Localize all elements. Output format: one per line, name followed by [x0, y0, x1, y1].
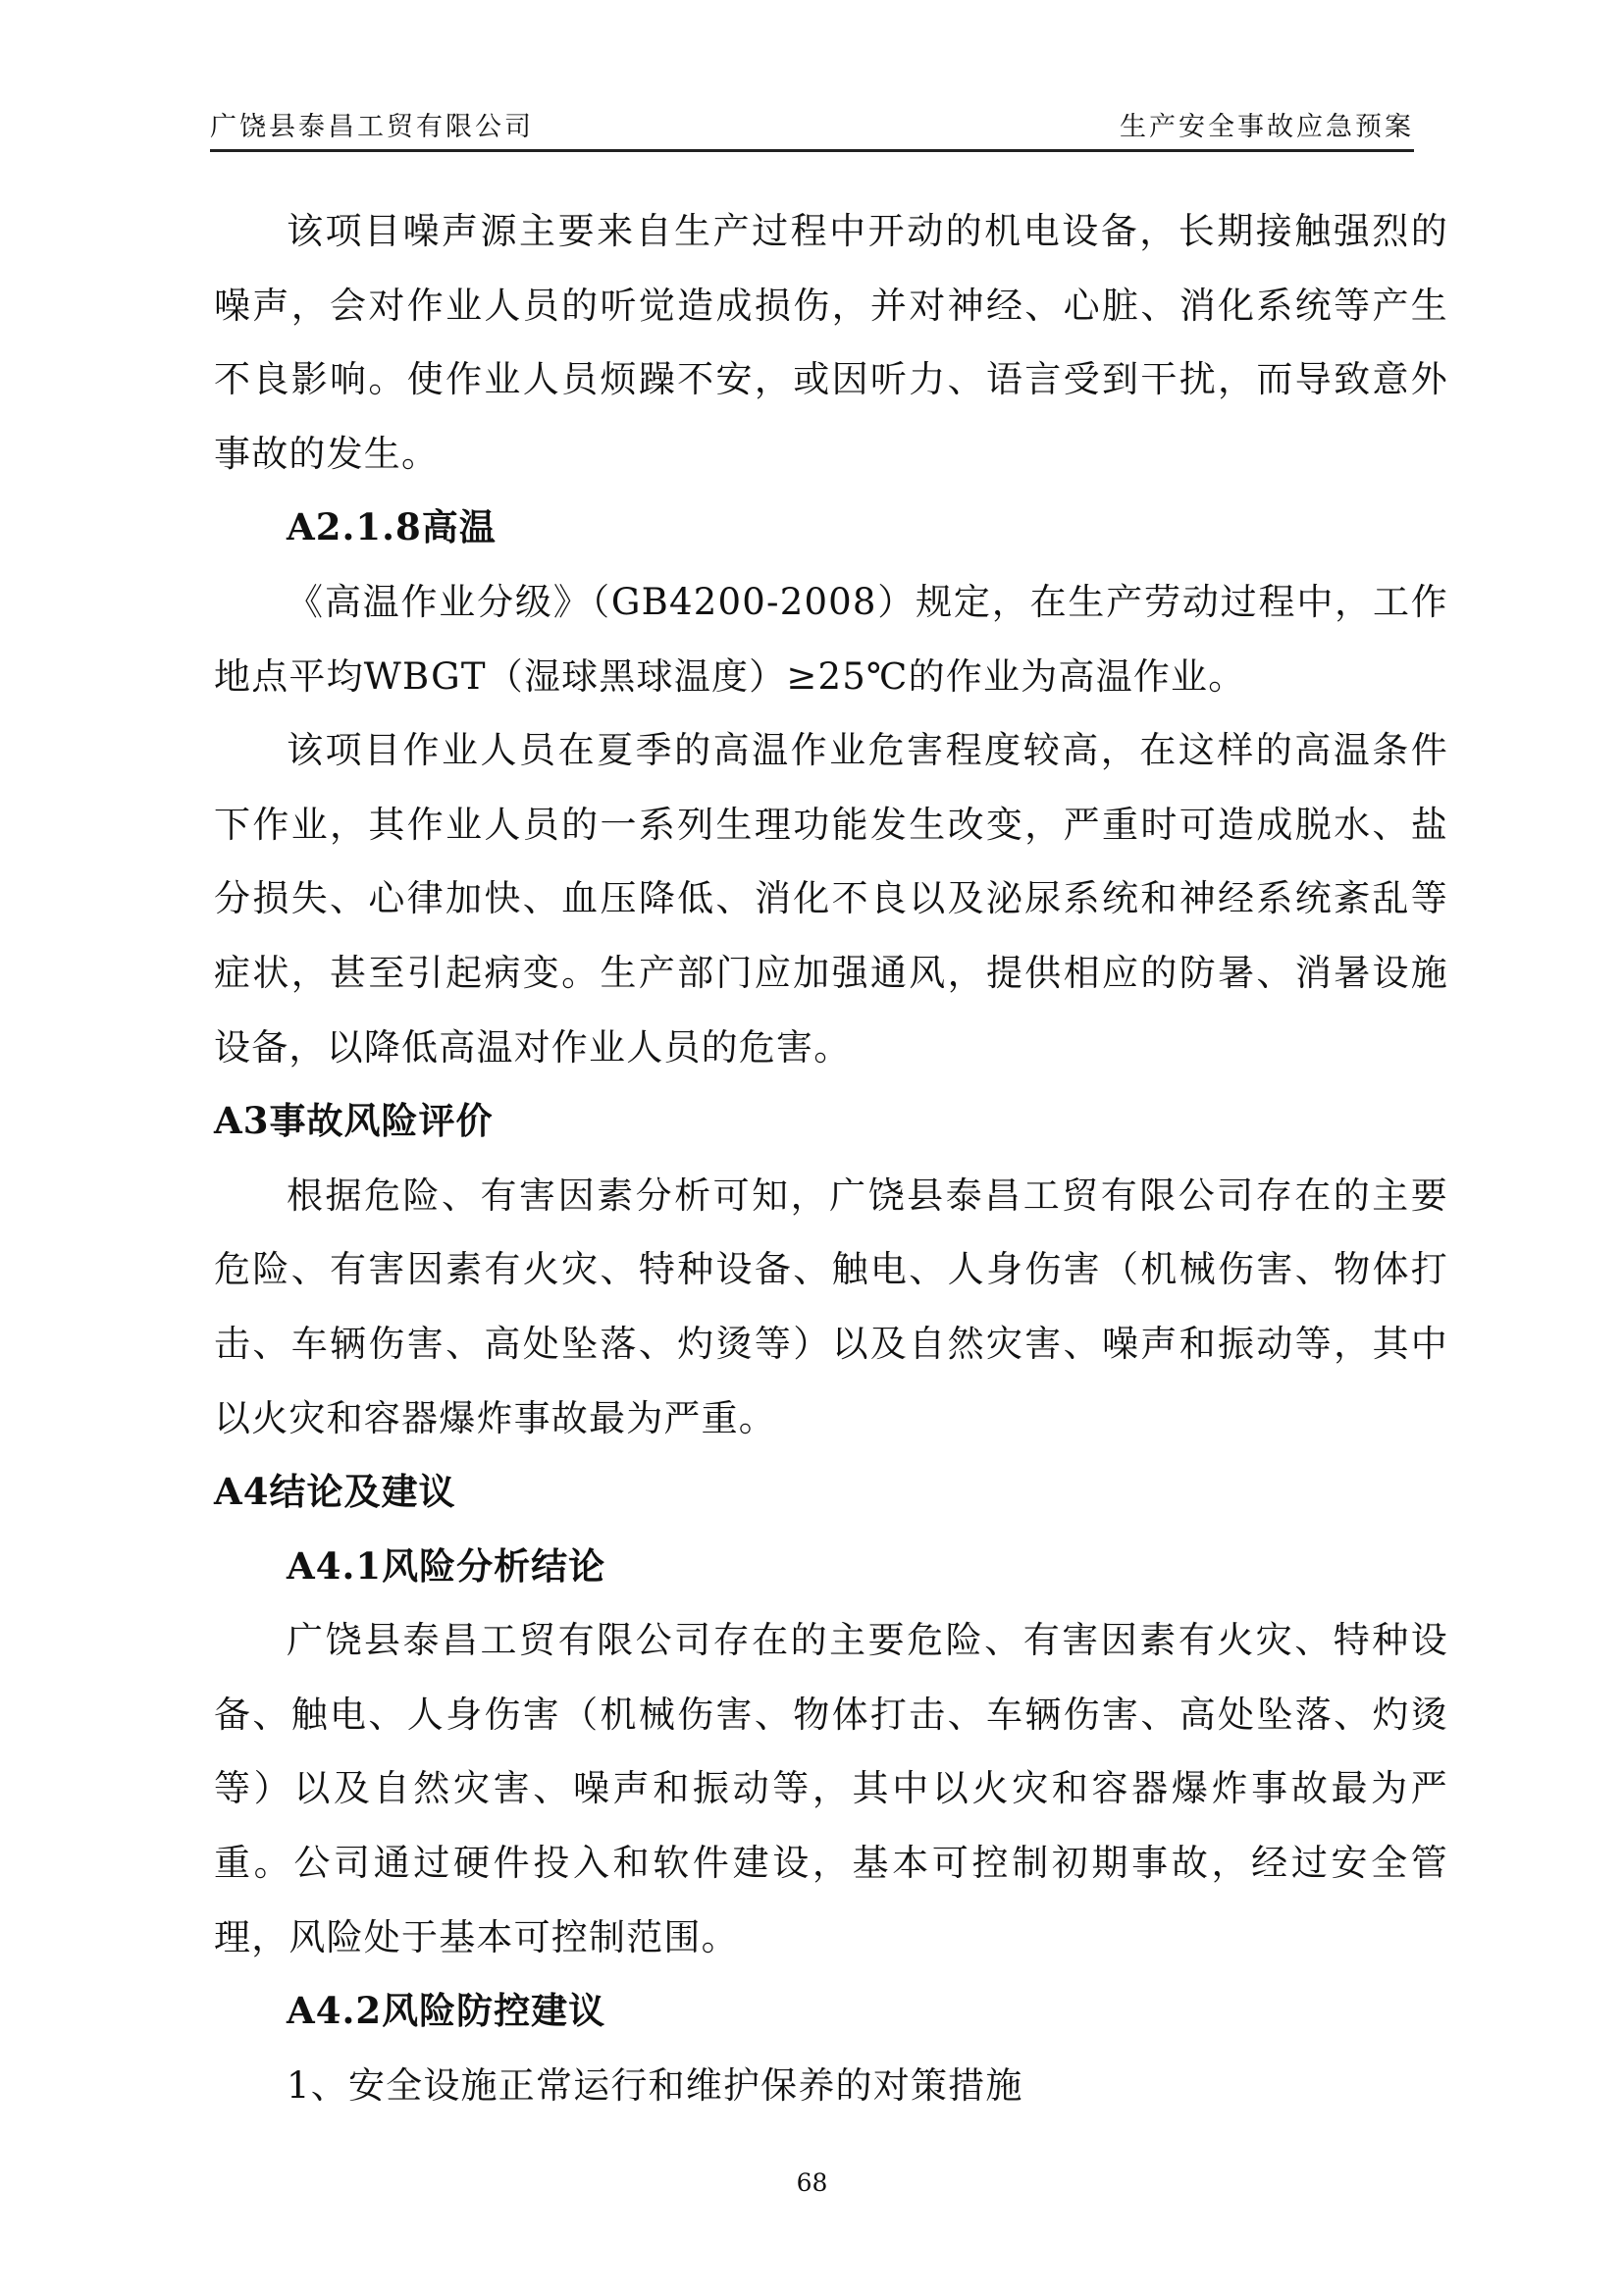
- paragraph-high-temp-hazard: 该项目作业人员在夏季的高温作业危害程度较高，在这样的高温条件下作业，其作业人员的一系列生理功能发生改变，严重时可造成脱水、盐分损失、心律加快、血压降低、消化不良以及泌尿系统和神经系统紊乱等症状，甚至引起病变。生产部门应加强通风，提供相应的防暑、消暑设施设备，以降低高温对作业人员的危害。: [214, 729, 1448, 1069]
- paragraph-risk-evaluation: 根据危险、有害因素分析可知，广饶县泰昌工贸有限公司存在的主要危险、有害因素有火灾、特种设备、触电、人身伤害（机械伤害、物体打击、车辆伤害、高处坠落、灼烫等）以及自然灾害、噪声和振动等，其中以火灾和容器爆炸事故最为严重。: [214, 1174, 1448, 1439]
- paragraph-measure-1: 1、安全设施正常运行和维护保养的对策措施: [287, 2063, 1023, 2107]
- heading-a4: A4结论及建议: [214, 1470, 456, 1514]
- heading-a2-1-8: A2.1.8高温: [287, 505, 497, 549]
- paragraph-risk-conclusion: 广饶县泰昌工贸有限公司存在的主要危险、有害因素有火灾、特种设备、触电、人身伤害（机械伤害、物体打击、车辆伤害、高处坠落、灼烫等）以及自然灾害、噪声和振动等，其中以火灾和容器爆炸事故最为严重。公司通过硬件投入和软件建设，基本可控制初期事故，经过安全管理，风险处于基本可控制范围。: [214, 1619, 1448, 1958]
- heading-a4-2: A4.2风险防控建议: [287, 1989, 606, 2033]
- page-number: 68: [796, 2168, 828, 2197]
- paragraph-noise: 该项目噪声源主要来自生产过程中开动的机电设备，长期接触强烈的噪声，会对作业人员的听觉造成损伤，并对神经、心脏、消化系统等产生不良影响。使作业人员烦躁不安，或因听力、语言受到干扰，而导致意外事故的发生。: [214, 210, 1448, 475]
- document-body: [214, 194, 1448, 2122]
- header-document-title: 生产安全事故应急预案: [1120, 112, 1414, 142]
- heading-a4-1: A4.1风险分析结论: [287, 1543, 606, 1588]
- header-company-name: 广饶县泰昌工贸有限公司: [210, 112, 534, 142]
- heading-a3: A3事故风险评价: [214, 1099, 494, 1143]
- paragraph-high-temp-standard: 《高温作业分级》（GB4200-2008）规定，在生产劳动过程中，工作地点平均WBGT（湿球黑球温度）≥25℃的作业为高温作业。: [214, 580, 1448, 698]
- page-header: [210, 106, 1414, 152]
